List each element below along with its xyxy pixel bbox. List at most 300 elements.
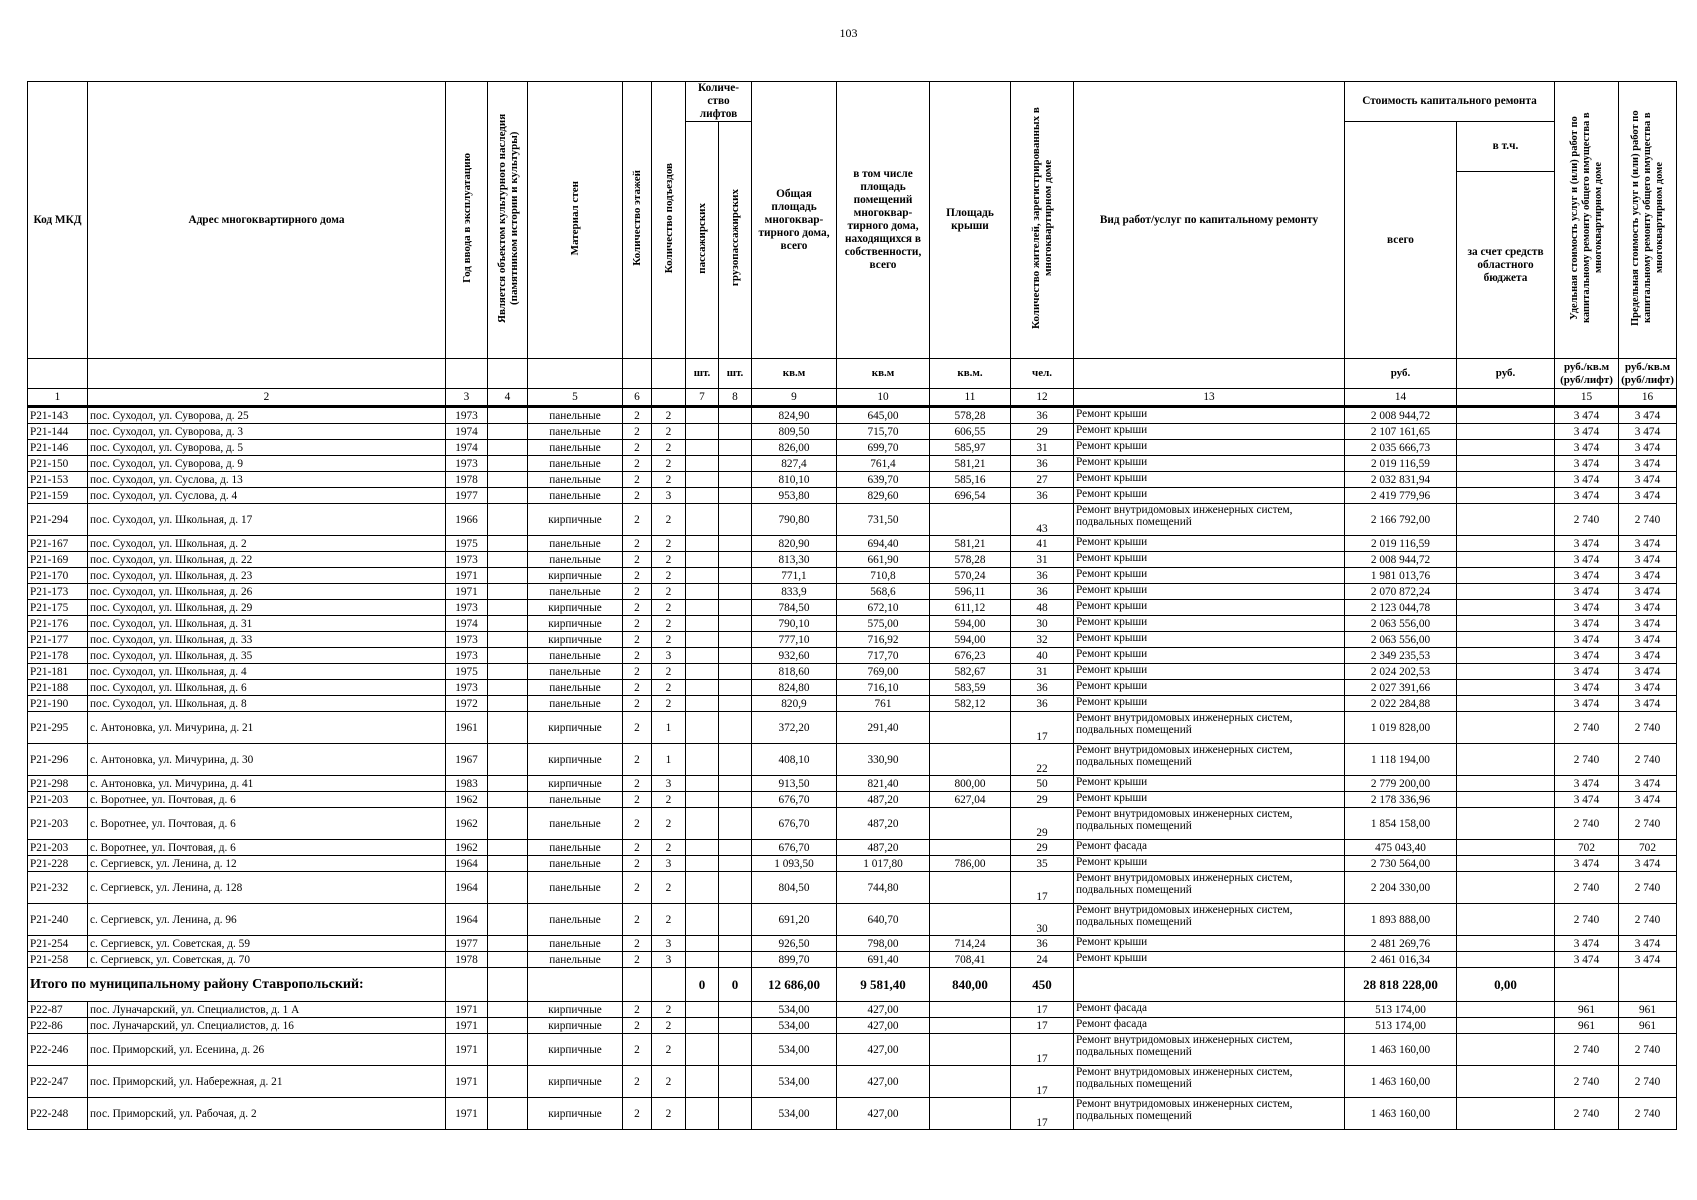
cell-lifts-passenger: [686, 504, 719, 536]
cell-total-area: 534,00: [752, 1098, 837, 1130]
cell-lifts-cargo: [719, 1098, 752, 1130]
cell-lifts-passenger: [686, 1002, 719, 1018]
cell-work-type: Ремонт крыши: [1074, 456, 1345, 472]
cell-heritage: [488, 792, 528, 808]
cell-cost: 2 349 235,53: [1345, 648, 1457, 664]
cell-heritage: [488, 680, 528, 696]
cell-lifts-passenger: [686, 776, 719, 792]
cell-roof-area: [930, 744, 1011, 776]
cell-kod: Р21-143: [28, 407, 88, 424]
cell-roof-area: [930, 1002, 1011, 1018]
cell-total-area: 818,60: [752, 664, 837, 680]
cell-max-cost: 2 740: [1619, 904, 1677, 936]
cell-roof-area: 585,97: [930, 440, 1011, 456]
cell-unit-cost: 2 740: [1555, 1098, 1619, 1130]
total-lifts-cargo: 0: [719, 968, 752, 1002]
table-row: [28, 712, 1677, 744]
cell-year: 1971: [446, 1002, 488, 1018]
cell-floors: 2: [623, 568, 652, 584]
col-number: 2: [88, 389, 446, 407]
header-cost-total: всего: [1345, 122, 1457, 359]
cell-heritage: [488, 904, 528, 936]
cell-cost: 2 022 284,88: [1345, 696, 1457, 712]
cell-cost: 2 019 116,59: [1345, 536, 1457, 552]
cell-material: панельные: [528, 407, 623, 424]
table-row: [28, 407, 1677, 424]
header-cost-incl: в т.ч.: [1457, 122, 1555, 172]
unit-empty: [88, 359, 446, 389]
cell-residents: 36: [1011, 407, 1074, 424]
cell-total-area: 534,00: [752, 1034, 837, 1066]
cell-max-cost: 2 740: [1619, 712, 1677, 744]
cell-address: пос. Приморский, ул. Рабочая, д. 2: [88, 1098, 446, 1130]
cell-roof-area: 708,41: [930, 952, 1011, 968]
cell-cost: 2 019 116,59: [1345, 456, 1457, 472]
cell-lifts-cargo: [719, 456, 752, 472]
cell-total-area: 932,60: [752, 648, 837, 664]
col-number: 7: [686, 389, 719, 407]
cell-address: пос. Суходол, ул. Школьная, д. 17: [88, 504, 446, 536]
cell-address: с. Сергиевск, ул. Советская, д. 70: [88, 952, 446, 968]
cell-lifts-passenger: [686, 664, 719, 680]
cell-year: 1983: [446, 776, 488, 792]
cell-total-area: 926,50: [752, 936, 837, 952]
cell-owned-area: 699,70: [837, 440, 930, 456]
cell-heritage: [488, 936, 528, 952]
cell-kod: Р22-247: [28, 1066, 88, 1098]
header-address: Адрес многоквартирного дома: [88, 82, 446, 359]
cell-total-area: 790,80: [752, 504, 837, 536]
cell-lifts-passenger: [686, 632, 719, 648]
cell-floors: 2: [623, 792, 652, 808]
cell-address: с. Антоновка, ул. Мичурина, д. 21: [88, 712, 446, 744]
cell-work-type: Ремонт внутридомовых инженерных систем, подвальных помещений: [1074, 904, 1345, 936]
cell-cost: 1 118 194,00: [1345, 744, 1457, 776]
cell-roof-area: 676,23: [930, 648, 1011, 664]
cell-floors: 2: [623, 680, 652, 696]
col-number: 5: [528, 389, 623, 407]
cell-lifts-passenger: [686, 680, 719, 696]
cell-entrances: 2: [652, 552, 686, 568]
cell-total-area: 809,50: [752, 424, 837, 440]
cell-lifts-cargo: [719, 744, 752, 776]
header-lifts: Количе-ство лифтов: [686, 82, 752, 122]
cell-owned-area: 568,6: [837, 584, 930, 600]
cell-cost: 2 166 792,00: [1345, 504, 1457, 536]
cell-floors: 2: [623, 504, 652, 536]
unit-rub: руб.: [1345, 359, 1457, 389]
cell-lifts-cargo: [719, 616, 752, 632]
unit-empty: [652, 359, 686, 389]
cell-year: 1972: [446, 696, 488, 712]
cell-max-cost: 3 474: [1619, 696, 1677, 712]
cell-roof-area: [930, 840, 1011, 856]
cell-residents: 17: [1011, 872, 1074, 904]
cell-work-type: Ремонт крыши: [1074, 568, 1345, 584]
total-residents: 450: [1011, 968, 1074, 1002]
cell-kod: Р21-146: [28, 440, 88, 456]
cell-roof-area: [930, 808, 1011, 840]
cell-total-area: 826,00: [752, 440, 837, 456]
cell-work-type: Ремонт внутридомовых инженерных систем, подвальных помещений: [1074, 808, 1345, 840]
cell-lifts-cargo: [719, 424, 752, 440]
empty-cell: [623, 968, 652, 1002]
cell-floors: 2: [623, 407, 652, 424]
header-cost-regional: за счет средств областного бюджета: [1457, 172, 1555, 359]
cell-floors: 2: [623, 424, 652, 440]
cell-lifts-cargo: [719, 840, 752, 856]
cell-entrances: 2: [652, 872, 686, 904]
cell-cost: 2 032 831,94: [1345, 472, 1457, 488]
cell-lifts-cargo: [719, 696, 752, 712]
cell-material: панельные: [528, 696, 623, 712]
cell-work-type: Ремонт внутридомовых инженерных систем, подвальных помещений: [1074, 1066, 1345, 1098]
unit-rub-sqm: руб./кв.м (руб/лифт): [1619, 359, 1677, 389]
cell-roof-area: 581,21: [930, 536, 1011, 552]
cell-lifts-cargo: [719, 536, 752, 552]
district-total-row: [28, 968, 1677, 1002]
cell-owned-area: 487,20: [837, 792, 930, 808]
cell-work-type: Ремонт внутридомовых инженерных систем, подвальных помещений: [1074, 1034, 1345, 1066]
cell-lifts-cargo: [719, 440, 752, 456]
cell-total-area: 824,90: [752, 407, 837, 424]
cell-year: 1964: [446, 856, 488, 872]
cell-total-area: 408,10: [752, 744, 837, 776]
cell-kod: Р21-170: [28, 568, 88, 584]
cell-heritage: [488, 504, 528, 536]
unit-empty: [488, 359, 528, 389]
cell-owned-area: 639,70: [837, 472, 930, 488]
cell-floors: 2: [623, 936, 652, 952]
cell-heritage: [488, 424, 528, 440]
cell-work-type: Ремонт крыши: [1074, 952, 1345, 968]
table-row: [28, 488, 1677, 504]
cell-heritage: [488, 632, 528, 648]
cell-work-type: Ремонт внутридомовых инженерных систем, подвальных помещений: [1074, 872, 1345, 904]
cell-cost: 2 461 016,34: [1345, 952, 1457, 968]
cell-entrances: 2: [652, 504, 686, 536]
cell-unit-cost: 3 474: [1555, 680, 1619, 696]
cell-owned-area: 640,70: [837, 904, 930, 936]
empty-cell: [1074, 968, 1345, 1002]
table-row: [28, 632, 1677, 648]
cell-roof-area: [930, 1098, 1011, 1130]
cell-owned-area: 291,40: [837, 712, 930, 744]
table-row: [28, 552, 1677, 568]
cell-entrances: 3: [652, 952, 686, 968]
cell-year: 1978: [446, 952, 488, 968]
unit-rub-sqm: руб./кв.м (руб/лифт): [1555, 359, 1619, 389]
cell-material: кирпичные: [528, 1018, 623, 1034]
cell-cost: 2 027 391,66: [1345, 680, 1457, 696]
cell-work-type: Ремонт фасада: [1074, 1018, 1345, 1034]
table-body: [28, 407, 1677, 1130]
cell-entrances: 2: [652, 1002, 686, 1018]
cell-cost: 1 463 160,00: [1345, 1098, 1457, 1130]
cell-floors: 2: [623, 856, 652, 872]
cell-entrances: 2: [652, 632, 686, 648]
cell-total-area: 827,4: [752, 456, 837, 472]
cell-year: 1962: [446, 792, 488, 808]
cell-lifts-passenger: [686, 936, 719, 952]
table-row: [28, 680, 1677, 696]
cell-kod: Р21-175: [28, 600, 88, 616]
cell-unit-cost: 3 474: [1555, 776, 1619, 792]
cell-residents: 27: [1011, 472, 1074, 488]
cell-address: пос. Луначарский, ул. Специалистов, д. 1 А: [88, 1002, 446, 1018]
cell-lifts-passenger: [686, 584, 719, 600]
cell-owned-area: 427,00: [837, 1002, 930, 1018]
cell-total-area: 820,9: [752, 696, 837, 712]
col-number: 3: [446, 389, 488, 407]
cell-cost: 1 854 158,00: [1345, 808, 1457, 840]
cell-max-cost: 3 474: [1619, 616, 1677, 632]
cell-material: панельные: [528, 936, 623, 952]
cell-floors: 2: [623, 808, 652, 840]
cell-address: с. Сергиевск, ул. Ленина, д. 96: [88, 904, 446, 936]
cell-lifts-cargo: [719, 504, 752, 536]
cell-total-area: 676,70: [752, 840, 837, 856]
cell-address: пос. Суходол, ул. Суворова, д. 3: [88, 424, 446, 440]
cell-max-cost: 3 474: [1619, 552, 1677, 568]
cell-heritage: [488, 1066, 528, 1098]
cell-owned-area: 761: [837, 696, 930, 712]
cell-year: 1971: [446, 568, 488, 584]
cell-work-type: Ремонт крыши: [1074, 584, 1345, 600]
cell-roof-area: [930, 872, 1011, 904]
cell-year: 1971: [446, 1018, 488, 1034]
cell-roof-area: 583,59: [930, 680, 1011, 696]
cell-kod: Р21-203: [28, 808, 88, 840]
cell-regional: [1457, 584, 1555, 600]
header-floors: Количество этажей: [623, 82, 652, 359]
header-max-cost: Предельная стоимость услуг и (или) работ по капитальному ремонту общего имущества в многоквартирном доме: [1619, 82, 1677, 359]
cell-roof-area: 786,00: [930, 856, 1011, 872]
header-roof-area: Площадь крыши: [930, 82, 1011, 359]
cell-owned-area: 829,60: [837, 488, 930, 504]
cell-material: панельные: [528, 552, 623, 568]
cell-cost: 1 463 160,00: [1345, 1034, 1457, 1066]
table-row: [28, 440, 1677, 456]
cell-lifts-cargo: [719, 407, 752, 424]
cell-roof-area: 596,11: [930, 584, 1011, 600]
table-row: [28, 584, 1677, 600]
cell-entrances: 3: [652, 856, 686, 872]
cell-max-cost: 2 740: [1619, 872, 1677, 904]
cell-roof-area: 606,55: [930, 424, 1011, 440]
total-owned-area: 9 581,40: [837, 968, 930, 1002]
cell-owned-area: 575,00: [837, 616, 930, 632]
cell-address: с. Антоновка, ул. Мичурина, д. 41: [88, 776, 446, 792]
cell-heritage: [488, 744, 528, 776]
cell-unit-cost: 2 740: [1555, 808, 1619, 840]
table-row: [28, 776, 1677, 792]
cell-kod: Р21-294: [28, 504, 88, 536]
cell-total-area: 813,30: [752, 552, 837, 568]
cell-max-cost: 3 474: [1619, 584, 1677, 600]
col-number: 15: [1555, 389, 1619, 407]
cell-floors: 2: [623, 1002, 652, 1018]
cell-kod: Р22-87: [28, 1002, 88, 1018]
cell-entrances: 3: [652, 648, 686, 664]
cell-lifts-cargo: [719, 584, 752, 600]
total-label: Итого по муниципальному району Ставропольский:: [28, 968, 446, 1002]
cell-roof-area: [930, 1066, 1011, 1098]
cell-lifts-passenger: [686, 808, 719, 840]
cell-residents: 17: [1011, 1066, 1074, 1098]
cell-entrances: 2: [652, 792, 686, 808]
cell-address: пос. Приморский, ул. Набережная, д. 21: [88, 1066, 446, 1098]
cell-cost: 475 043,40: [1345, 840, 1457, 856]
unit-pcs: шт.: [719, 359, 752, 389]
cell-work-type: Ремонт крыши: [1074, 936, 1345, 952]
table-row: [28, 424, 1677, 440]
cell-max-cost: 3 474: [1619, 856, 1677, 872]
total-area: 12 686,00: [752, 968, 837, 1002]
cell-unit-cost: 3 474: [1555, 792, 1619, 808]
cell-residents: 30: [1011, 616, 1074, 632]
cell-entrances: 2: [652, 1018, 686, 1034]
cell-regional: [1457, 792, 1555, 808]
cell-cost: 2 419 779,96: [1345, 488, 1457, 504]
cell-residents: 32: [1011, 632, 1074, 648]
cell-work-type: Ремонт внутридомовых инженерных систем, подвальных помещений: [1074, 1098, 1345, 1130]
cell-owned-area: 330,90: [837, 744, 930, 776]
cell-entrances: 2: [652, 568, 686, 584]
cell-unit-cost: 3 474: [1555, 456, 1619, 472]
cell-lifts-passenger: [686, 552, 719, 568]
cell-residents: 36: [1011, 936, 1074, 952]
cell-regional: [1457, 407, 1555, 424]
table-row: [28, 872, 1677, 904]
cell-work-type: Ремонт крыши: [1074, 632, 1345, 648]
cell-owned-area: 744,80: [837, 872, 930, 904]
unit-people: чел.: [1011, 359, 1074, 389]
cell-lifts-passenger: [686, 600, 719, 616]
cell-total-area: 1 093,50: [752, 856, 837, 872]
cell-address: с. Сергиевск, ул. Ленина, д. 12: [88, 856, 446, 872]
cell-lifts-cargo: [719, 1002, 752, 1018]
cell-year: 1971: [446, 1034, 488, 1066]
cell-heritage: [488, 1034, 528, 1066]
cell-residents: 36: [1011, 456, 1074, 472]
cell-unit-cost: 3 474: [1555, 584, 1619, 600]
unit-empty: [1074, 359, 1345, 389]
cell-heritage: [488, 664, 528, 680]
header-heritage: Является объектом культурного наследия (памятником истории и культуры): [488, 82, 528, 359]
cell-unit-cost: 3 474: [1555, 856, 1619, 872]
cell-kod: Р22-86: [28, 1018, 88, 1034]
cell-heritage: [488, 840, 528, 856]
cell-lifts-cargo: [719, 808, 752, 840]
cell-regional: [1457, 872, 1555, 904]
cell-owned-area: 761,4: [837, 456, 930, 472]
cell-regional: [1457, 840, 1555, 856]
col-number: 11: [930, 389, 1011, 407]
cell-regional: [1457, 600, 1555, 616]
cell-lifts-passenger: [686, 536, 719, 552]
cell-heritage: [488, 808, 528, 840]
cell-unit-cost: 3 474: [1555, 632, 1619, 648]
cell-roof-area: 581,21: [930, 456, 1011, 472]
cell-roof-area: [930, 1034, 1011, 1066]
cell-unit-cost: 2 740: [1555, 872, 1619, 904]
cell-cost: 2 481 269,76: [1345, 936, 1457, 952]
cell-year: 1967: [446, 744, 488, 776]
page-number: 103: [839, 26, 858, 40]
cell-total-area: 913,50: [752, 776, 837, 792]
cell-heritage: [488, 440, 528, 456]
cell-unit-cost: 3 474: [1555, 936, 1619, 952]
cell-total-area: 534,00: [752, 1066, 837, 1098]
cell-lifts-cargo: [719, 648, 752, 664]
cell-address: пос. Суходол, ул. Суслова, д. 4: [88, 488, 446, 504]
cell-total-area: 824,80: [752, 680, 837, 696]
cell-kod: Р21-178: [28, 648, 88, 664]
cell-material: панельные: [528, 872, 623, 904]
cell-lifts-passenger: [686, 1018, 719, 1034]
cell-year: 1975: [446, 664, 488, 680]
cell-work-type: Ремонт крыши: [1074, 407, 1345, 424]
cell-residents: 35: [1011, 856, 1074, 872]
cell-unit-cost: 3 474: [1555, 600, 1619, 616]
cell-lifts-passenger: [686, 440, 719, 456]
cell-address: пос. Суходол, ул. Школьная, д. 35: [88, 648, 446, 664]
cell-regional: [1457, 1034, 1555, 1066]
table-row: [28, 696, 1677, 712]
cell-owned-area: 661,90: [837, 552, 930, 568]
header-lifts-passenger: пассажирских: [686, 122, 719, 359]
cell-work-type: Ремонт крыши: [1074, 616, 1345, 632]
cell-roof-area: 594,00: [930, 616, 1011, 632]
cell-material: панельные: [528, 488, 623, 504]
cell-material: кирпичные: [528, 1002, 623, 1018]
header-total-area: Общая площадь многоквар-тирного дома, всего: [752, 82, 837, 359]
cell-owned-area: 717,70: [837, 648, 930, 664]
cell-material: панельные: [528, 536, 623, 552]
cell-owned-area: 672,10: [837, 600, 930, 616]
cell-lifts-cargo: [719, 680, 752, 696]
cell-floors: 2: [623, 600, 652, 616]
cell-cost: 1 981 013,76: [1345, 568, 1457, 584]
cell-kod: Р21-153: [28, 472, 88, 488]
cell-entrances: 2: [652, 1066, 686, 1098]
cell-kod: Р21-203: [28, 840, 88, 856]
cell-total-area: 784,50: [752, 600, 837, 616]
cell-address: с. Воротнее, ул. Почтовая, д. 6: [88, 792, 446, 808]
cell-kod: Р21-159: [28, 488, 88, 504]
cell-regional: [1457, 1002, 1555, 1018]
empty-cell: [446, 968, 488, 1002]
cell-heritage: [488, 776, 528, 792]
cell-cost: 2 024 202,53: [1345, 664, 1457, 680]
cell-year: 1973: [446, 648, 488, 664]
cell-regional: [1457, 536, 1555, 552]
cell-floors: 2: [623, 536, 652, 552]
cell-lifts-cargo: [719, 1034, 752, 1066]
cell-regional: [1457, 488, 1555, 504]
cell-address: пос. Суходол, ул. Школьная, д. 4: [88, 664, 446, 680]
cell-floors: 2: [623, 440, 652, 456]
cell-lifts-passenger: [686, 456, 719, 472]
unit-empty: [28, 359, 88, 389]
cell-address: пос. Приморский, ул. Есенина, д. 26: [88, 1034, 446, 1066]
cell-floors: 2: [623, 952, 652, 968]
cell-address: с. Воротнее, ул. Почтовая, д. 6: [88, 840, 446, 856]
cell-regional: [1457, 456, 1555, 472]
table-row: [28, 664, 1677, 680]
unit-empty: [446, 359, 488, 389]
